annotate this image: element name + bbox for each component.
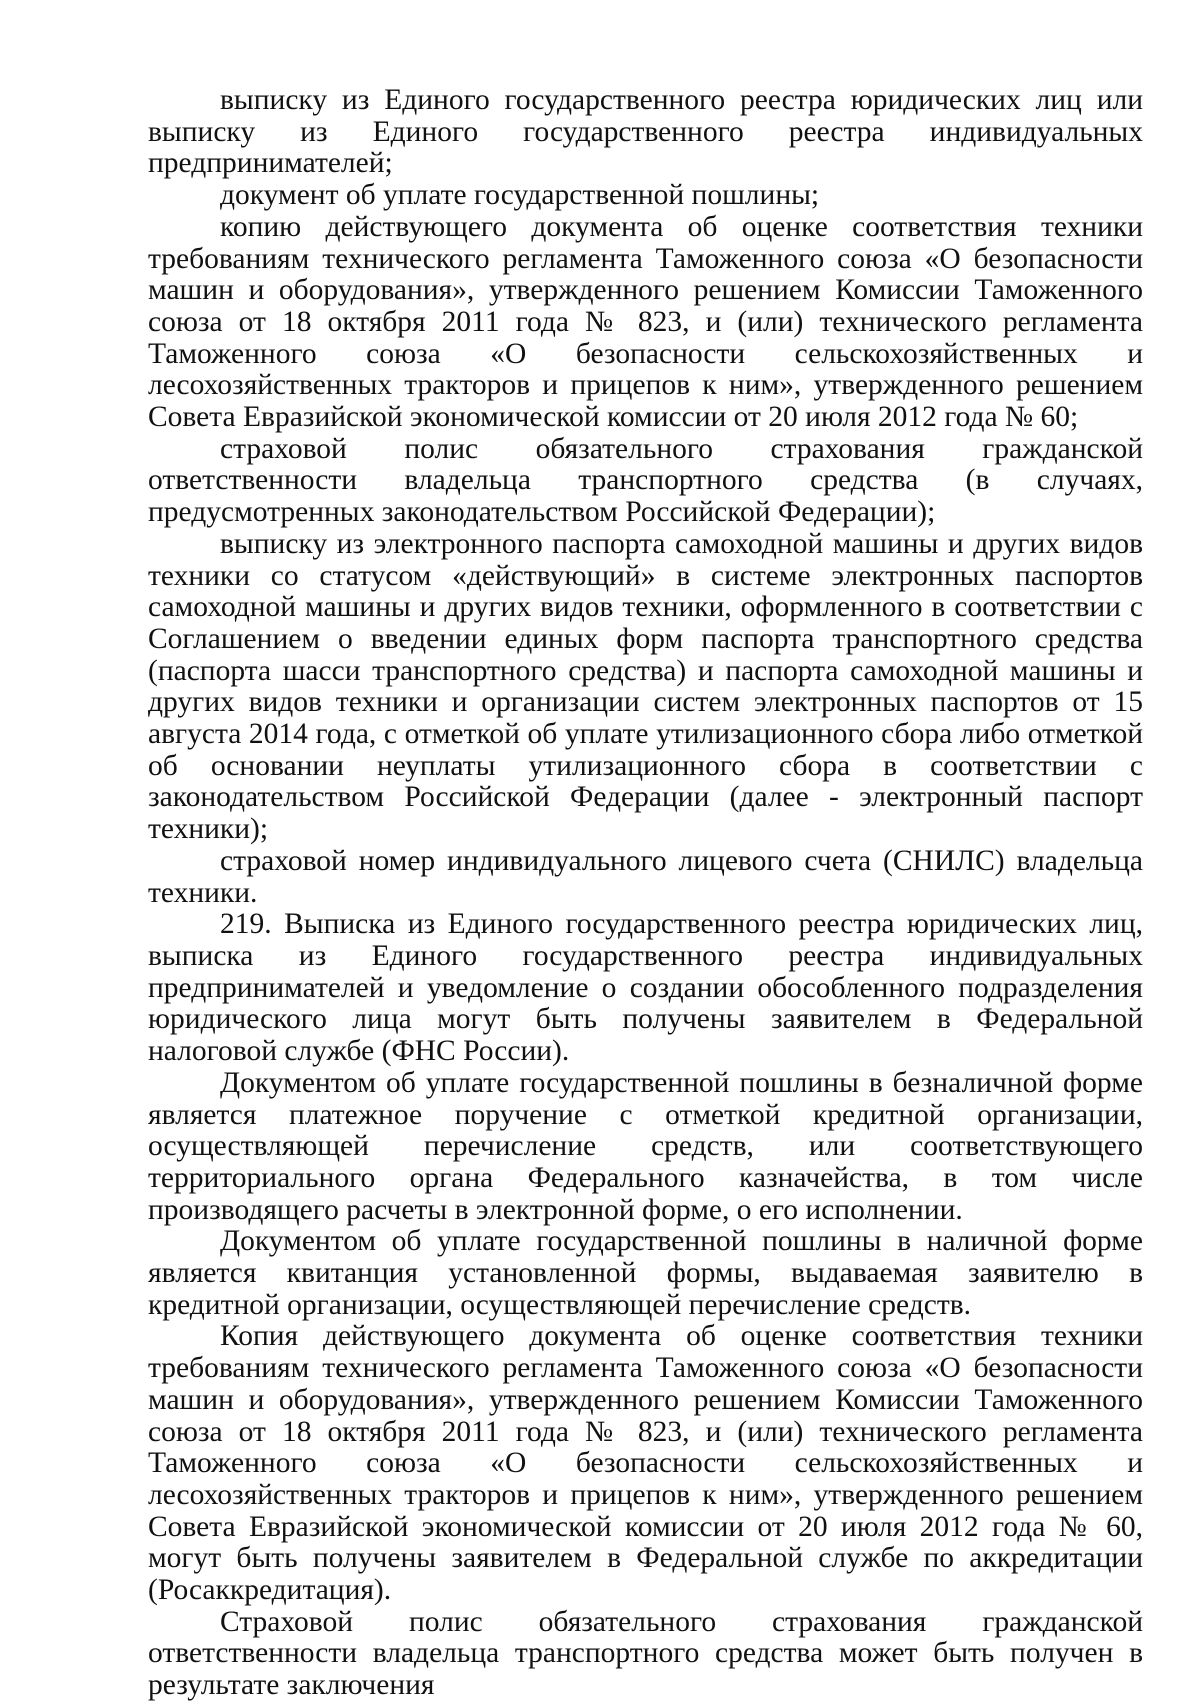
paragraph-conformity-copy-source: Копия действующего документа об оценке соответствия техники требованиям технического регламента Таможенного союза «О безопасности машин и оборудования», утвержденного решением Комиссии Таможенного союза от 18 октября 2011 года № 823, и (или) технического регламента Таможенного союза «О безопасности сельскохозяйственных и лесохозяйственных тракторов и прицепов к ним», утвержденного решением Совета Евразийской экономической комиссии от 20 июля 2012 года № 60, могут быть получены заявителем в Федеральной службе по аккредитации (Росаккредитация).	[148, 1320, 1143, 1607]
paragraph-insurance-policy: страховой полис обязательного страхования гражданской ответственности владельца транспортного средства (в случаях, предусмотренных законодательством Российской Федерации);	[148, 432, 1143, 529]
document-body	[148, 85, 1143, 1702]
paragraph-snils: страховой номер индивидуального лицевого счета (СНИЛС) владельца техники.	[148, 844, 1143, 909]
paragraph-cash-payment: Документом об уплате государственной пошлины в наличной форме является квитанция установленной формы, выдаваемая заявителю в кредитной организации, осуществляющей перечисление средств.	[148, 1225, 1143, 1321]
paragraph-cashless-payment: Документом об уплате государственной пошлины в безналичной форме является платежное поручение с отметкой кредитной организации, осуществляющей перечисление средств, или соответствующего территориального органа Федерального казначейства, в том числе производящего расчеты в электронной форме, о его исполнении.	[148, 1066, 1143, 1226]
paragraph-electronic-passport-extract: выписку из электронного паспорта самоходной машины и других видов техники со статусом «действующий» в системе электронных паспортов самоходной машины и других видов техники, оформленного в соответствии с Соглашением о введении единых форм паспорта транспортного средства (паспорта шасси транспортного средства) и паспорта самоходной машины и других видов техники и организации систем электронных паспортов от 15 августа 2014 года, с отметкой об уплате утилизационного сбора либо отметкой об основании неуплаты утилизационного сбора в соответствии с законодательством Российской Федерации (далее - электронный паспорт техники);	[148, 527, 1143, 846]
paragraph-conformity-document-copy: копию действующего документа об оценке соответствия техники требованиям технического регламента Таможенного союза «О безопасности машин и оборудования», утвержденного решением Комиссии Таможенного союза от 18 октября 2011 года № 823, и (или) технического регламента Таможенного союза «О безопасности сельскохозяйственных и лесохозяйственных тракторов и прицепов к ним», утвержденного решением Совета Евразийской экономической комиссии от 20 июля 2012 года № 60;	[148, 210, 1143, 434]
paragraph-insurance-policy-source: Страховой полис обязательного страхования гражданской ответственности владельца транспортного средства может быть получен в результате заключения	[148, 1605, 1143, 1702]
paragraph-registry-extract: выписку из Единого государственного реестра юридических лиц или выписку из Единого государственного реестра индивидуальных предпринимателей;	[148, 84, 1143, 180]
paragraph-state-fee-document: документ об уплате государственной пошлины;	[220, 179, 820, 212]
paragraph-219: 219. Выписка из Единого государственного реестра юридических лиц, выписка из Единого государственного реестра индивидуальных предпринимателей и уведомление о создании обособленного подразделения юридического лица могут быть получены заявителем в Федеральной налоговой службе (ФНС России).	[148, 908, 1143, 1068]
